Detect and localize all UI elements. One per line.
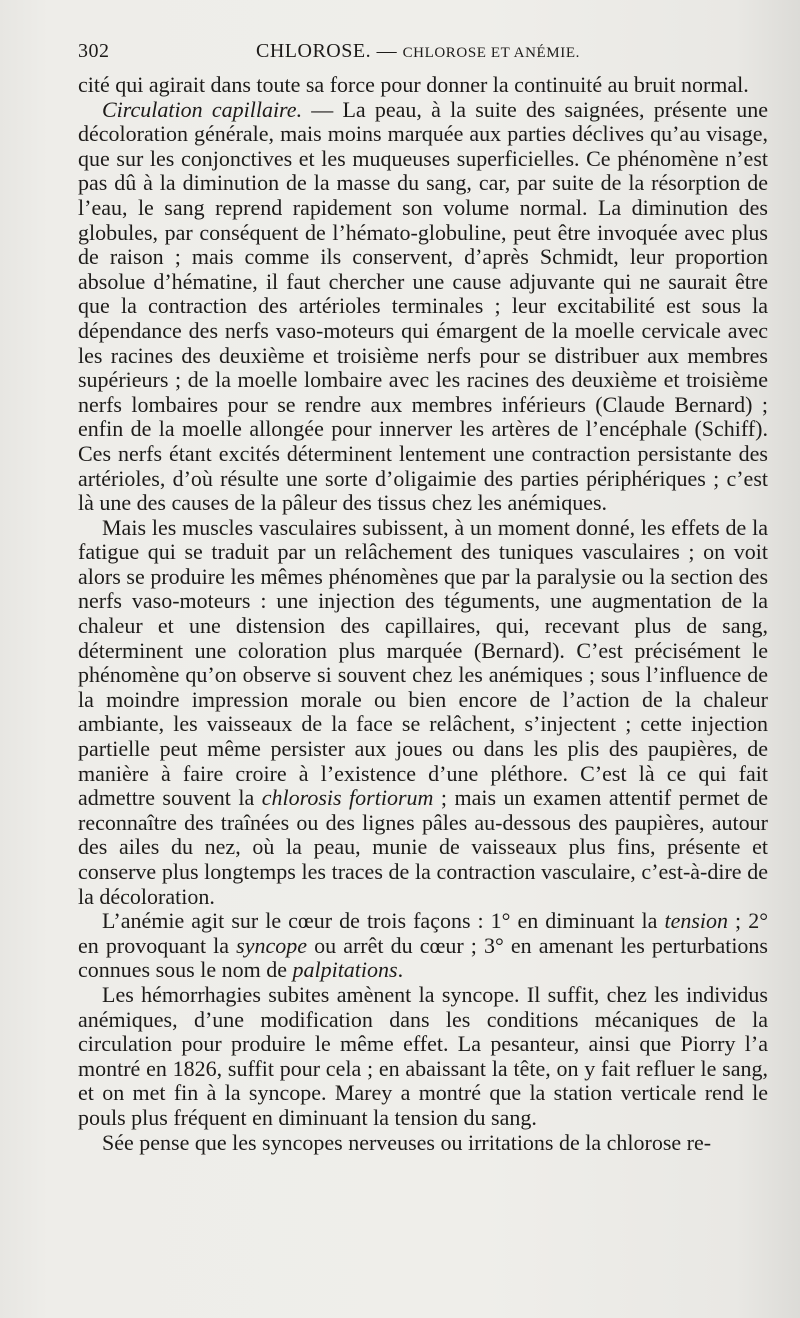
text-run: ou arrêt du cœur ; 3° en amenant les perturbations connues sous le nom de — [78, 932, 768, 983]
italic-text: Circulation capillaire. — [102, 96, 303, 122]
text-run: cité qui agirait dans toute sa force pour donner la continuité au bruit normal. — [78, 72, 749, 97]
running-title-main: CHLOROSE. — [256, 40, 372, 62]
text-run: . — [397, 957, 404, 983]
italic-text: chlorosis fortiorum — [261, 785, 434, 811]
paragraph — [78, 73, 768, 98]
running-title-separator: — — [376, 40, 398, 62]
paragraph — [78, 983, 768, 1131]
italic-text: palpitations — [292, 957, 398, 983]
italic-text: syncope — [236, 932, 308, 958]
italic-text: tension — [664, 908, 729, 934]
text-run: ; 2° en provoquant la — [78, 908, 768, 958]
text-run: Mais les muscles vasculaires subissent, à un moment donné, les effets de la fatigue qui se traduit par un relâchement des tuniques vasculaires ; on voit alors se produire les mêmes phénomènes que par la paralysie ou la section des nerfs vaso-moteurs : une injection des téguments, une augmentation de la chaleur et une distension des capillaires, qui, recevant plus de sang, déterminent une coloration plus marquée (Bernard). C’est précisément le phénomène qu’on observe si souvent chez les anémiques ; sous l’influence de la moindre impression morale ou bien encore de l’action de la chaleur ambiante, les vaisseaux de la face se relâchent, s’injectent ; cette injection partielle peut même persister aux joues ou dans les plis des paupières, de manière à faire croire à l’existence d’une pléthore. C’est là ce qui fait admettre souvent la — [78, 514, 768, 811]
body-text — [78, 73, 768, 1155]
running-header — [78, 36, 770, 70]
text-run: ; mais un examen attentif permet de reconnaître des traînées ou des lignes pâles au-dessous des paupières, autour des ailes du nez, où la peau, munie de vaisseaux plus fins, présente et conserve plus longtemps les traces de la contraction vasculaire, c’est-à-dire de la décoloration. — [78, 785, 768, 909]
text-run: L’anémie agit sur le cœur de trois façons : 1° en diminuant la — [102, 908, 665, 934]
text-run: Sée pense que les syncopes nerveuses ou irritations de la chlorose re- — [102, 1129, 712, 1155]
paragraph — [78, 516, 768, 910]
running-title-sub: CHLOROSE ET ANÉMIE. — [402, 45, 580, 61]
running-title — [256, 40, 580, 63]
text-run: — La peau, à la suite des saignées, présente une décoloration générale, mais moins marquée aux parties déclives qu’au visage, que sur les conjonctives et les muqueuses superficielles. Ce phénomène n’est pas dû à la diminution de la masse du sang, car, par suite de la résorption de l’eau, le sang reprend rapidement son volume normal. La diminution des globules, par conséquent de l’hémato-globuline, peut être invoquée avec plus de raison ; mais comme ils conservent, d’après Schmidt, leur proportion absolue d’hématine, il faut chercher une cause adjuvante qui ne saurait être que la contraction des artérioles terminales ; leur excitabilité est sous la dépendance des nerfs vaso-moteurs qui émargent de la moelle cervicale avec les racines des deuxième et troisième nerfs pour se distribuer aux membres supérieurs ; de la moelle lombaire avec les racines des deuxième et troisième nerfs lombaires pour se rendre aux membres inférieurs (Claude Bernard) ; enfin de la moelle allongée pour innerver les artères de l’encéphale (Schiff). Ces nerfs étant excités déterminent lentement une contraction persistante des artérioles, d’où résulte une sorte d’oligaimie des parties périphériques ; c’est là une des causes de la pâleur des tissus chez les anémiques. — [78, 96, 769, 516]
paragraph — [78, 98, 768, 516]
text-run: Les hémorrhagies subites amènent la syncope. Il suffit, chez les individus anémiques, d’une modification dans les conditions mécaniques de la circulation pour produire le même effet. La pesanteur, ainsi que Piorry l’a montré en 1826, suffit pour cela ; en abaissant la tête, on y fait refluer le sang, et on met fin à la syncope. Marey a montré que la station verticale rend le pouls plus fréquent en diminuant la tension du sang. — [78, 981, 768, 1130]
paragraph — [78, 1131, 768, 1156]
paragraph — [78, 909, 768, 983]
page-number: 302 — [78, 40, 110, 62]
